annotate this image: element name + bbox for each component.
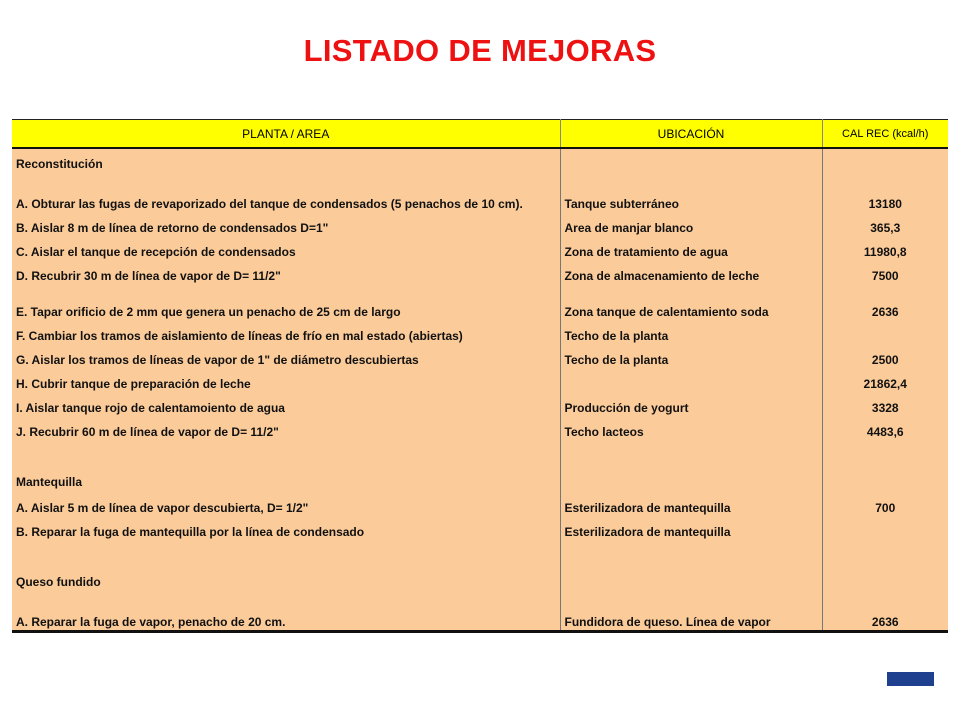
cell-ubicacion: Producción de yogurt [560,392,822,416]
cell-cal-rec: 13180 [868,197,902,211]
cell-ubicacion [560,440,822,466]
cell-cal-rec: 365,3 [870,221,901,235]
cell-planta-area: H. Cubrir tanque de preparación de leche [12,368,560,392]
table-row [12,392,948,416]
cell-ubicacion: Esterilizadora de mantequilla [560,490,822,516]
table-row [12,368,948,392]
cell-ubicacion [560,368,822,392]
cell-planta-area: C. Aislar el tanque de recepción de condensados [12,236,560,260]
cell-planta-area: B. Reparar la fuga de mantequilla por la línea de condensado [12,516,560,540]
cell-planta-area: J. Recubrir 60 m de línea de vapor de D= 11/2" [12,416,560,440]
cell-ubicacion [560,466,822,490]
table-row [12,566,948,590]
corner-accent-block [887,672,934,686]
cell-planta-area: D. Recubrir 30 m de línea de vapor de D= 11/2" [12,260,560,284]
cell-planta-area: F. Cambiar los tramos de aislamiento de líneas de frío en mal estado (abiertas) [12,320,560,344]
cell-ubicacion: Techo lacteos [560,416,822,440]
cell-planta-area: E. Tapar orificio de 2 mm que genera un penacho de 25 cm de largo [12,284,560,320]
cell-cal-rec: 21862,4 [863,377,907,391]
cell-planta-area: Reconstitución [12,148,560,172]
table-row [12,236,948,260]
table-row [12,148,948,172]
table-row [12,172,948,212]
cell-ubicacion: Esterilizadora de mantequilla [560,516,822,540]
cell-planta-area [12,440,560,466]
cell-ubicacion: Zona de tratamiento de agua [560,236,822,260]
cell-cal-rec: 4483,6 [866,425,904,439]
cell-planta-area: A. Obturar las fugas de revaporizado del tanque de condensados (5 penachos de 10 cm). [12,172,560,212]
table-row [12,466,948,490]
column-header-ubicacion: UBICACIÓN [560,120,822,149]
cell-cal-rec [822,440,948,466]
column-header-cal-rec: CAL REC (kcal/h) [822,120,948,149]
improvements-table [12,119,948,633]
table-row [12,440,948,466]
cell-cal-rec: 2636 [871,305,899,319]
cell-ubicacion: Zona de almacenamiento de leche [560,260,822,284]
table-row [12,212,948,236]
cell-cal-rec: 700 [875,501,896,515]
cell-ubicacion: Tanque subterráneo [560,172,822,212]
table-row [12,416,948,440]
table-row [12,320,948,344]
table-header-row [12,120,948,149]
cell-planta-area: Queso fundido [12,566,560,590]
cell-cal-rec: 11980,8 [863,245,907,259]
cell-cal-rec [822,148,948,172]
column-header-planta-area: PLANTA / AREA [12,120,560,149]
page-title: LISTADO DE MEJORAS [303,33,657,68]
cell-planta-area: A. Aislar 5 m de línea de vapor descubierta, D= 1/2" [12,490,560,516]
cell-cal-rec: 7500 [871,269,899,283]
cell-cal-rec: 2636 [871,614,899,629]
cell-cal-rec [822,320,948,344]
cell-ubicacion: Area de manjar blanco [560,212,822,236]
table-row [12,260,948,284]
table-row [12,490,948,516]
cell-ubicacion: Techo de la planta [560,320,822,344]
cell-cal-rec [822,566,948,590]
cell-ubicacion [560,566,822,590]
cell-planta-area: I. Aislar tanque rojo de calentamoiento de agua [12,392,560,416]
table-row [12,540,948,566]
cell-cal-rec [822,516,948,540]
cell-ubicacion: Fundidora de queso. Línea de vapor [560,590,822,631]
cell-cal-rec [822,540,948,566]
table-row [12,284,948,320]
cell-ubicacion [560,148,822,172]
cell-cal-rec [822,466,948,490]
cell-ubicacion [560,540,822,566]
cell-cal-rec: 3328 [871,401,899,415]
cell-planta-area: Mantequilla [12,466,560,490]
table-row [12,590,948,631]
cell-planta-area: G. Aislar los tramos de líneas de vapor de 1" de diámetro descubiertas [12,344,560,368]
cell-planta-area [12,540,560,566]
cell-planta-area: B. Aislar 8 m de línea de retorno de condensados D=1" [12,212,560,236]
table-row [12,344,948,368]
cell-cal-rec: 2500 [871,353,899,367]
cell-ubicacion: Techo de la planta [560,344,822,368]
cell-planta-area: A. Reparar la fuga de vapor, penacho de 20 cm. [12,590,560,631]
table-row [12,516,948,540]
cell-ubicacion: Zona tanque de calentamiento soda [560,284,822,320]
